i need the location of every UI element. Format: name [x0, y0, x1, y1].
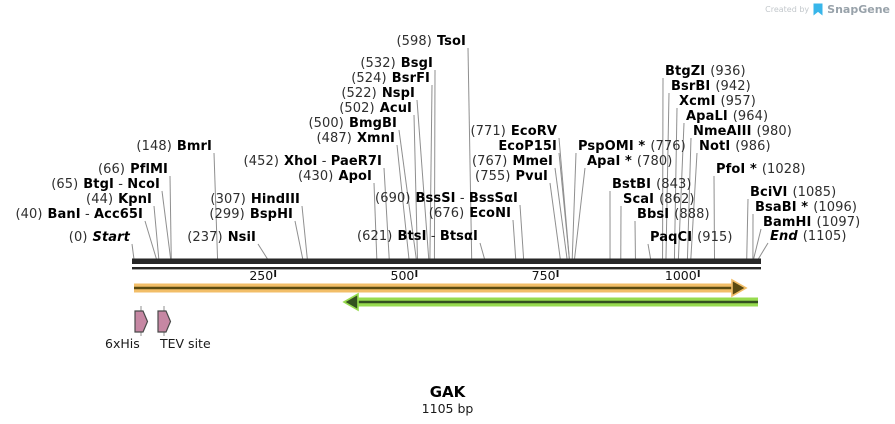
site-label-pflmi[interactable]: (66) PflMI: [97, 162, 168, 177]
ruler-tick: [698, 270, 700, 277]
site-label-apoi[interactable]: (430) ApoI: [297, 169, 372, 184]
site-label-pfoi[interactable]: PfoI * (1028): [716, 162, 806, 177]
site-label-tsoi[interactable]: (598) TsoI: [396, 34, 466, 49]
leader-line: [648, 244, 651, 260]
site-label-bmgbi[interactable]: (500) BmgBI: [308, 116, 397, 131]
leader-line: [145, 221, 157, 260]
watermark: [765, 3, 890, 16]
watermark-created-by: Created by: [765, 5, 810, 14]
site-label-bsgi[interactable]: (532) BsgI: [360, 56, 433, 71]
site-label-bcivi[interactable]: BciVI (1085): [750, 185, 837, 200]
leader-line: [295, 221, 303, 260]
site-label-bsphi[interactable]: (299) BspHI: [209, 207, 293, 222]
leader-line: [758, 243, 768, 260]
site-label-pspomi[interactable]: PspOMI * (776): [578, 139, 686, 154]
site-label-bmri[interactable]: (148) BmrI: [136, 139, 212, 154]
site-label-bsabi[interactable]: BsaBI * (1096): [755, 200, 858, 215]
site-label-kpni[interactable]: (44) KpnI: [86, 192, 152, 207]
site-label-bstbi[interactable]: BstBI (843): [612, 177, 692, 192]
site-label-ecorv[interactable]: (771) EcoRV: [470, 124, 557, 139]
small-feature-label[interactable]: 6xHis: [105, 336, 140, 351]
site-label-bsrfi[interactable]: (524) BsrFI: [351, 71, 430, 86]
leader-line: [520, 205, 524, 260]
site-label-bani-acc65i[interactable]: (40) BanI - Acc65I: [15, 207, 143, 222]
site-label-start[interactable]: (0) Start: [68, 230, 130, 245]
leader-line: [132, 244, 134, 260]
leader-line: [572, 153, 576, 260]
site-label-paqci[interactable]: PaqCI (915): [650, 230, 733, 245]
site-label-bbsi[interactable]: BbsI (888): [637, 207, 710, 222]
site-label-nsii[interactable]: (237) NsiI: [187, 230, 256, 245]
leader-line: [753, 229, 761, 260]
site-label-nspi[interactable]: (522) NspI: [341, 86, 415, 101]
ruler-tick: [274, 270, 276, 277]
watermark-brand: SnapGene: [827, 3, 890, 16]
site-label-hindiii[interactable]: (307) HindIII: [210, 192, 300, 207]
forward-feature-arrowhead[interactable]: [732, 280, 746, 296]
ruler-number: 750: [531, 268, 556, 283]
snapgene-logo-icon: [813, 3, 823, 16]
site-label-acui[interactable]: (502) AcuI: [339, 101, 412, 116]
reverse-feature-arrowhead[interactable]: [344, 294, 358, 310]
leader-line: [513, 220, 516, 260]
site-label-end[interactable]: End (1105): [770, 229, 847, 244]
leader-line: [574, 168, 585, 260]
leader-line: [714, 176, 715, 260]
site-label-apali[interactable]: ApaLI (964): [686, 109, 769, 124]
leader-line: [170, 176, 171, 260]
ruler-tick: [557, 270, 559, 277]
sequence-length: 1105 bp: [421, 401, 474, 416]
site-label-bsrbi[interactable]: BsrBI (942): [671, 79, 751, 94]
leader-line: [747, 199, 748, 260]
leader-line: [559, 138, 569, 260]
sequence-title: GAK: [429, 383, 466, 401]
leader-line: [258, 244, 268, 260]
sequence-bar[interactable]: [132, 259, 761, 265]
ruler-tick: [415, 270, 417, 277]
site-label-nmeaiii[interactable]: NmeAIII (980): [693, 124, 792, 139]
site-label-btgzi[interactable]: BtgZI (936): [665, 64, 746, 79]
site-label-xhoi-paer7i[interactable]: (452) XhoI - PaeR7I: [243, 154, 382, 169]
leader-line: [384, 168, 389, 260]
site-label-mmei[interactable]: (767) MmeI: [471, 154, 553, 169]
small-feature-arrow[interactable]: [158, 311, 171, 332]
site-label-btgi-ncoi[interactable]: (65) BtgI - NcoI: [51, 177, 160, 192]
leader-line: [480, 243, 485, 260]
leader-line: [302, 206, 307, 260]
site-label-btsi-bts-i[interactable]: (621) BtsI - BtsαI: [357, 229, 478, 244]
ruler-number: 250: [249, 268, 274, 283]
small-feature-label[interactable]: TEV site: [160, 336, 211, 351]
site-label-xmni[interactable]: (487) XmnI: [316, 131, 395, 146]
site-label-econi[interactable]: (676) EcoNI: [428, 206, 511, 221]
site-label-xcmi[interactable]: XcmI (957): [679, 94, 756, 109]
site-label-ecop15i[interactable]: EcoP15I: [498, 139, 557, 154]
leader-line: [154, 206, 159, 260]
site-label-scai[interactable]: ScaI (862): [623, 192, 695, 207]
leader-line: [162, 191, 171, 260]
site-label-pvui[interactable]: (755) PvuI: [475, 169, 548, 184]
ruler-number: 1000: [664, 268, 697, 283]
site-label-bsssi-bsss-i[interactable]: (690) BssSI - BssSαI: [375, 191, 518, 206]
site-label-noti[interactable]: NotI (986): [699, 139, 771, 154]
ruler-number: 500: [390, 268, 415, 283]
site-label-bamhi[interactable]: BamHI (1097): [763, 215, 861, 230]
small-feature-arrow[interactable]: [135, 311, 148, 332]
site-label-apai[interactable]: ApaI * (780): [587, 154, 673, 169]
